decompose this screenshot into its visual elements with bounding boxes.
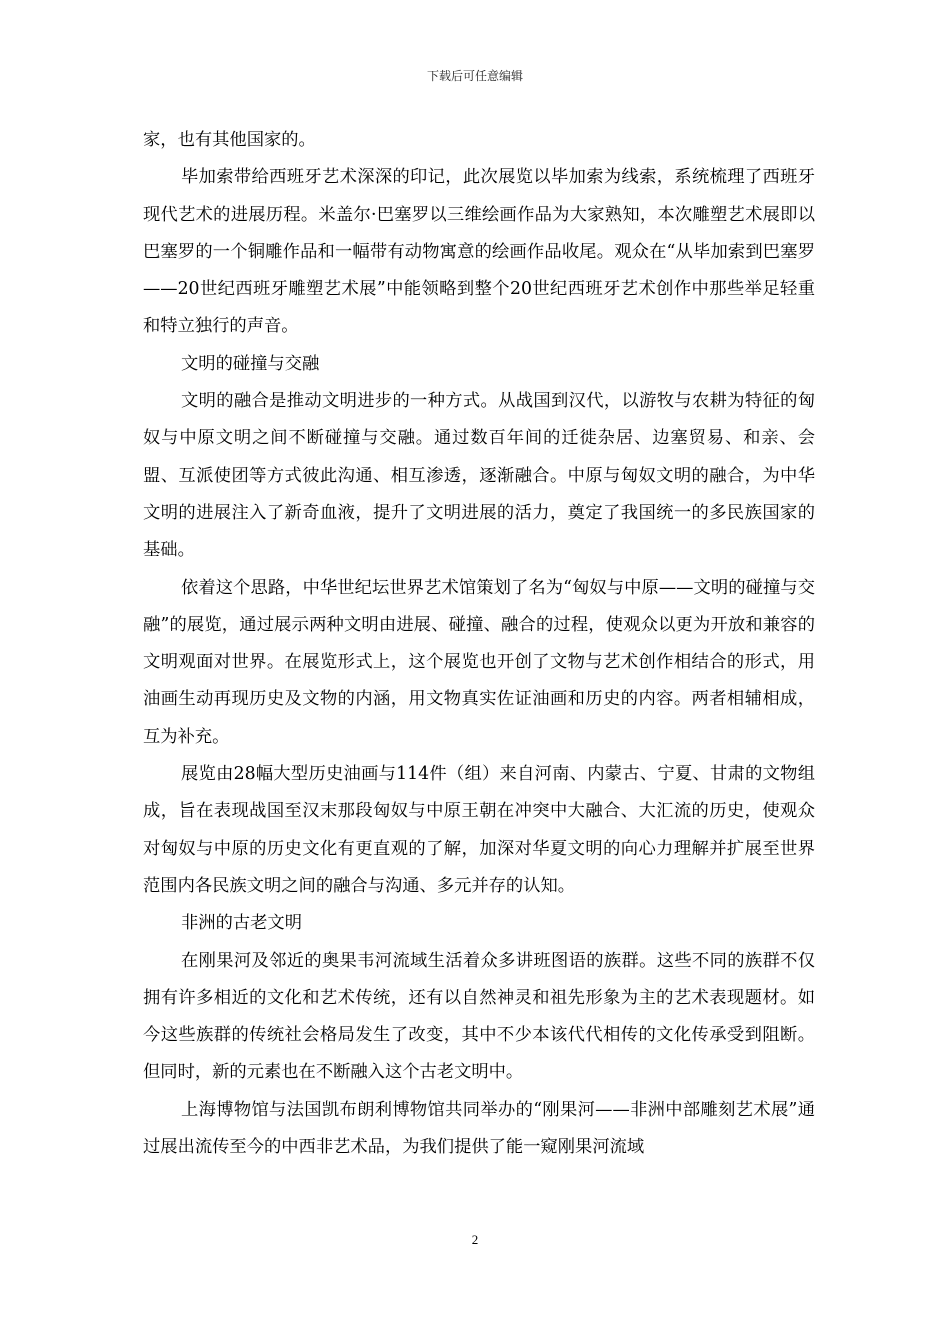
paragraph-congo-peoples: 在刚果河及邻近的奥果韦河流域生活着众多讲班图语的族群。这些不同的族群不仅拥有许多相近的文化和艺术传统，还有以自然神灵和祖先形象为主的艺术表现题材。如今这些族群的传统社会格局发生了改变，其中不少本该代代相传的文化传承受到阻断。但同时，新的元素也在不断融入这个古老文明中。 bbox=[143, 950, 815, 1083]
paragraph-civilization-fusion: 文明的融合是推动文明进步的一种方式。从战国到汉代，以游牧与农耕为特征的匈奴与中原文明之间不断碰撞与交融。通过数百年间的迁徙杂居、边塞贸易、和亲、会盟、互派使团等方式彼此沟通、相互渗透，逐渐融合。中原与匈奴文明的融合，为中华文明的进展注入了新奇血液，提升了文明进展的活力，奠定了我国统一的多民族国家的基础。 bbox=[143, 391, 815, 561]
section-heading-africa: 非洲的古老文明 bbox=[181, 913, 302, 934]
page-header: 下载后可任意编辑 bbox=[426, 69, 523, 83]
document-body bbox=[143, 122, 815, 1166]
paragraph-congo-exhibition: 上海博物馆与法国凯布朗利博物馆共同举办的“刚果河——非洲中部雕刻艺术展”通过展出流传至今的中西非艺术品，为我们提供了能一窥刚果河流域 bbox=[143, 1099, 815, 1158]
paragraph-exhibition-plan: 依着这个思路，中华世纪坛世界艺术馆策划了名为“匈奴与中原——文明的碰撞与交融”的展览，通过展示两种文明由进展、碰撞、融合的过程，使观众以更为开放和兼容的文明观面对世界。在展览形式上，这个展览也开创了文物与艺术创作相结合的形式，用油画生动再现历史及文物的内涵，用文物真实佐证油画和历史的内容。两者相辅相成，互为补充。 bbox=[143, 577, 815, 747]
section-heading-civilization-clash: 文明的碰撞与交融 bbox=[181, 353, 320, 374]
paragraph-continuation: 家，也有其他国家的。 bbox=[143, 130, 316, 150]
page-number: 2 bbox=[471, 1232, 479, 1247]
paragraph-exhibition-content: 展览由28幅大型历史油画与114件（组）来自河南、内蒙古、宁夏、甘肃的文物组成，旨在表现战国至汉末那段匈奴与中原王朝在冲突中大融合、大汇流的历史，使观众对匈奴与中原的历史文化有更直观的了解，加深对华夏文明的向心力理解并扩展至世界范围内各民族文明之间的融合与沟通、多元并存的认知。 bbox=[143, 764, 815, 896]
paragraph-picasso: 毕加索带给西班牙艺术深深的印记，此次展览以毕加索为线索，系统梳理了西班牙现代艺术的进展历程。米盖尔·巴塞罗以三维绘画作品为大家熟知，本次雕塑艺术展即以巴塞罗的一个铜雕作品和一幅带有动物寓意的绘画作品收尾。观众在“从毕加索到巴塞罗——20世纪西班牙雕塑艺术展”中能领略到整个20世纪西班牙艺术创作中那些举足轻重和特立独行的声音。 bbox=[143, 167, 815, 337]
